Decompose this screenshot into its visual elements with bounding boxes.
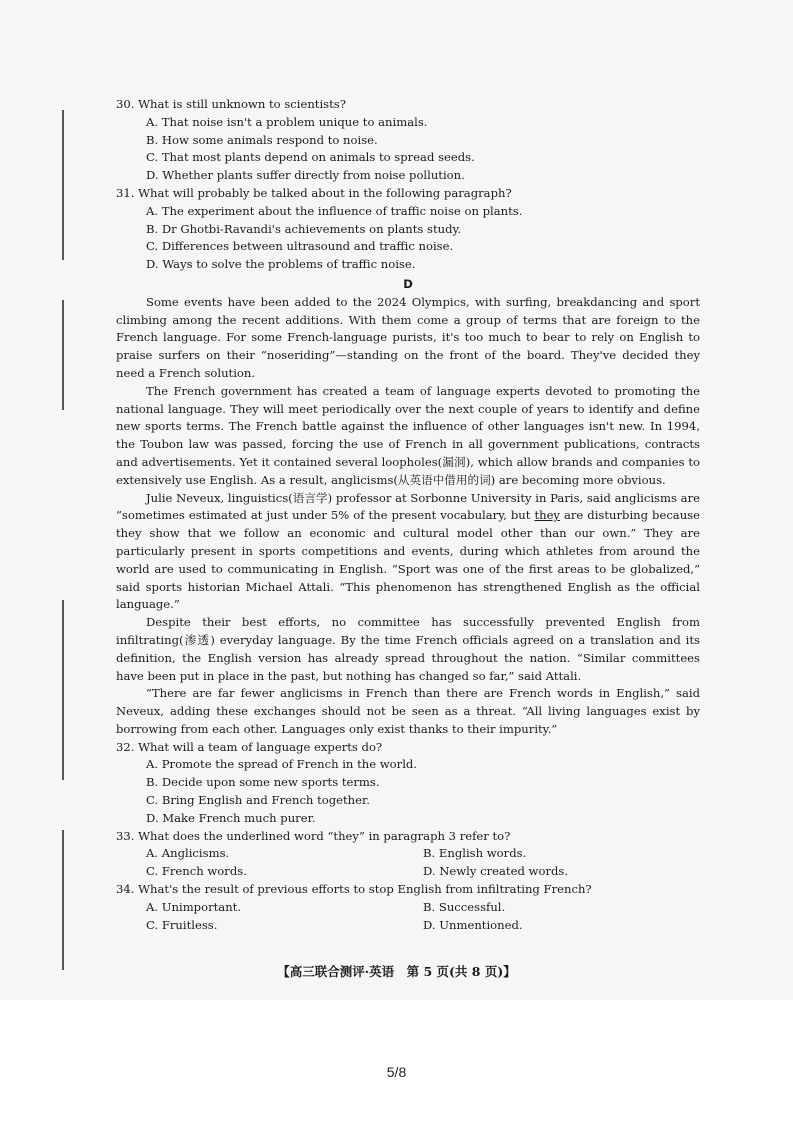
option: B. Decide upon some new sports terms. [146,775,380,790]
section-letter: D [403,276,413,291]
option: A. Unimportant. [146,899,242,914]
passage-paragraph-3 [116,490,700,615]
question-stem: 33. What does the underlined word “they” in paragraph 3 refer to? [116,828,511,843]
text: Julie Neveux, linguistics(语言学) professor at Sorbonne University in Paris, said anglicisms are “sometimes estimated at just under 5% of the present vocabulary, but [116,490,700,523]
option: A. Promote the spread of French in the world. [146,757,418,772]
option: D. Unmentioned. [423,917,523,932]
option-row [146,863,700,881]
option: C. French words. [146,864,247,879]
option: C. Differences between ultrasound and traffic noise. [146,239,454,254]
option-row [146,917,700,935]
option: A. The experiment about the influence of traffic noise on plants. [146,203,523,218]
question-stem: 32. What will a team of language experts do? [116,739,383,754]
passage-paragraph: Despite their best efforts, no committee has successfully prevented English from infiltrating(渗透) everyday language. By the time French officials agreed on a translation and its definition, the English version has already spread throughout the nation. “Similar committees have been put in place in the past, but nothing has changed so far,” said Attali. [116,615,700,683]
page-footer: 【高三联合测评·英语 第 5 页(共 8 页)】 [277,964,516,979]
option: C. Bring English and French together. [146,793,370,808]
option: C. Fruitless. [146,917,218,932]
option: B. Dr Ghotbi-Ravandi's achievements on plants study. [146,221,462,236]
text: are disturbing because they show that we follow an economic and cultural model other than our own.” They are particularly present in sports competitions and events, during which athletes from around the world are used to communicating in English. “Sport was one of the first areas to be globalized,” said sports historian Michael Attali. “This phenomenon has strengthened English as the official language.” [116,508,700,612]
page-content [116,96,700,934]
option: A. That noise isn't a problem unique to animals. [146,114,428,129]
question-stem: 31. What will probably be talked about in the following paragraph? [116,185,512,200]
passage-paragraph: “There are far fewer anglicisms in French than there are French words in English,” said Neveux, adding these exchanges should not be seen as a threat. “All living languages exist by borrowing from each other. Languages only exist thanks to their impurity.” [116,686,700,736]
option: B. Successful. [423,899,506,914]
question-stem: 30. What is still unknown to scientists? [116,97,346,111]
option-row [146,899,700,917]
page-indicator: 5/8 [386,1064,407,1080]
passage-paragraph: Some events have been added to the 2024 Olympics, with surfing, breakdancing and sport climbing among the recent additions. With them come a group of terms that are foreign to the French language. For some French-language purists, it's too much to bear to rely on English to praise surfers on their “noseriding”—standing on the front of the board. They've decided they need a French solution. [116,294,700,380]
binding-mark [62,600,64,780]
option: D. Newly created words. [423,864,569,879]
option: C. That most plants depend on animals to spread seeds. [146,150,475,165]
option: B. English words. [423,846,527,861]
option: D. Whether plants suffer directly from noise pollution. [146,168,465,183]
underlined-word: they [534,508,560,523]
option: A. Anglicisms. [146,846,230,861]
binding-mark [62,110,64,260]
question-stem: 34. What's the result of previous efforts to stop English from infiltrating French? [116,882,592,897]
passage-paragraph: The French government has created a team of language experts devoted to promoting the national language. They will meet periodically over the next couple of years to identify and define new sports terms. The French battle against the influence of other languages isn't new. In 1994, the Toubon law was passed, forcing the use of French in all government publications, contracts and advertisements. Yet it contained several loopholes(漏洞), which allow brands and companies to extensively use English. As a result, anglicisms(从英语中借用的词) are becoming more obvious. [116,383,700,487]
option: D. Ways to solve the problems of traffic noise. [146,257,416,272]
binding-mark [62,300,64,410]
option-row [146,845,700,863]
binding-mark [62,830,64,970]
option: B. How some animals respond to noise. [146,132,378,147]
option: D. Make French much purer. [146,810,316,825]
